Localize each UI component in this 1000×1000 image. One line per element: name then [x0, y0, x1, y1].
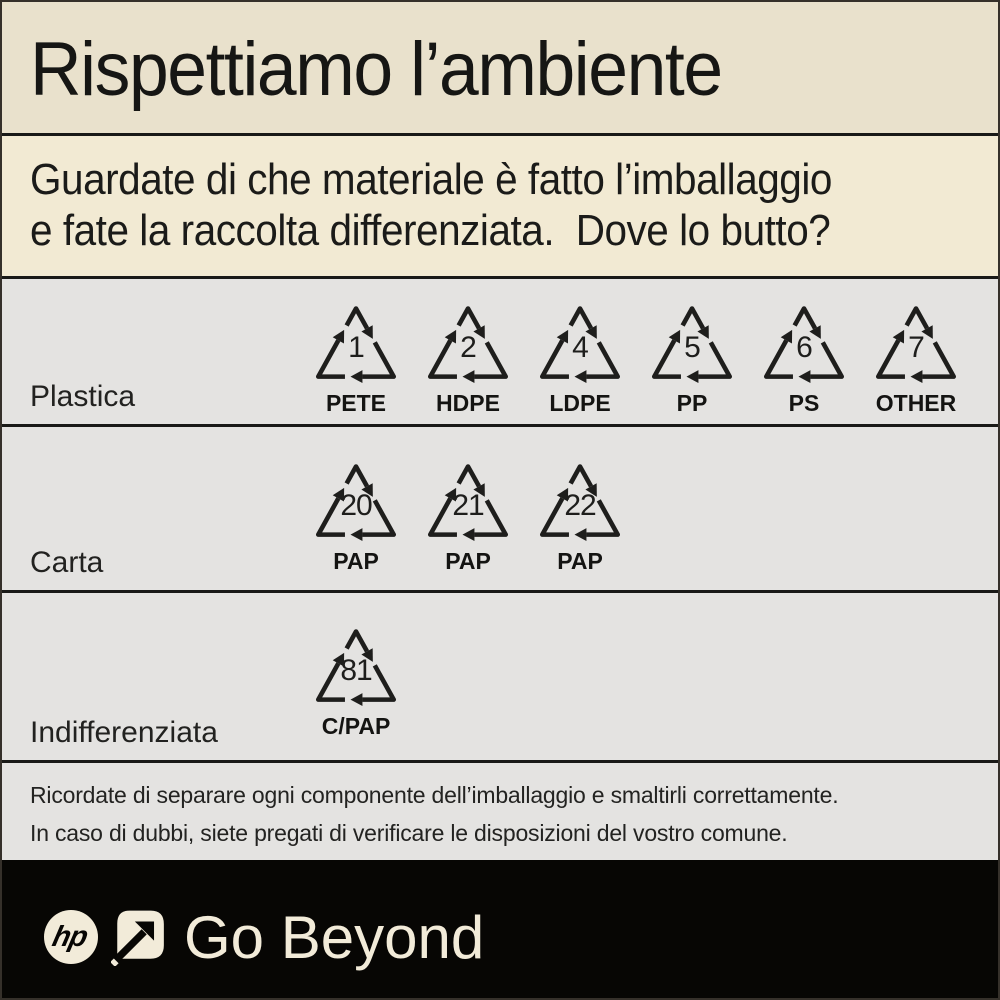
footer	[2, 860, 998, 1000]
recycling-symbol	[310, 625, 402, 740]
recycle-number: 4	[572, 331, 588, 364]
material-code-label: PETE	[325, 390, 387, 416]
symbols-group	[310, 427, 998, 575]
recycling-symbol	[310, 302, 402, 417]
recycle-number: 21	[452, 489, 484, 522]
recycling-symbol	[422, 460, 514, 575]
tagline: Go Beyond	[184, 903, 485, 971]
material-code-label: OTHER	[875, 390, 957, 416]
title-section	[2, 2, 998, 136]
note-line-2: In caso di dubbi, siete pregati di verificare le disposizioni del vostro comune.	[30, 820, 788, 846]
material-code-label: PS	[788, 390, 820, 416]
recycling-symbol	[646, 302, 738, 417]
symbols-group	[310, 593, 998, 740]
recycling-symbol	[534, 460, 626, 575]
recycling-symbol	[758, 302, 850, 417]
recycling-symbol	[422, 302, 514, 417]
material-row-plastica	[2, 279, 998, 427]
material-code-label: PAP	[557, 548, 603, 574]
row-label: Plastica	[30, 380, 136, 413]
material-code-label: C/PAP	[321, 713, 391, 739]
hp-logo-letters: hp	[49, 920, 91, 953]
recycle-number: 1	[348, 331, 364, 364]
recycle-number: 7	[908, 331, 924, 364]
material-row-indifferenziata	[2, 593, 998, 763]
recycle-number: 6	[796, 331, 812, 364]
material-code-label: HDPE	[436, 390, 500, 416]
material-code-label: PP	[676, 390, 708, 416]
material-code-label: LDPE	[549, 390, 611, 416]
recycle-number: 2	[460, 331, 476, 364]
go-beyond-arrow-icon	[111, 908, 167, 966]
material-code-label: PAP	[445, 548, 491, 574]
recycling-symbol	[310, 460, 402, 575]
note-line-1: Ricordate di separare ogni componente dell’imballaggio e smaltirli correttamente.	[30, 782, 839, 808]
recycling-symbol	[534, 302, 626, 417]
symbols-group	[310, 279, 998, 417]
note-section	[2, 763, 998, 860]
materials-table	[2, 279, 998, 763]
subtitle-section	[2, 136, 998, 279]
hp-logo	[44, 910, 98, 964]
page-title: Rispettiamo l’ambiente	[30, 27, 722, 112]
material-code-label: PAP	[333, 548, 379, 574]
recycle-number: 20	[340, 489, 372, 522]
subtitle-line-1: Guardate di che materiale è fatto l’imballaggio	[30, 155, 832, 204]
subtitle-line-2: e fate la raccolta differenziata. Dove lo butto?	[30, 206, 831, 255]
recycling-symbol	[870, 302, 962, 417]
row-label: Indifferenziata	[30, 716, 218, 749]
row-label: Carta	[30, 546, 104, 579]
material-row-carta	[2, 427, 998, 593]
recycle-number: 81	[340, 654, 372, 687]
recycle-number: 5	[684, 331, 700, 364]
recycle-number: 22	[564, 489, 596, 522]
